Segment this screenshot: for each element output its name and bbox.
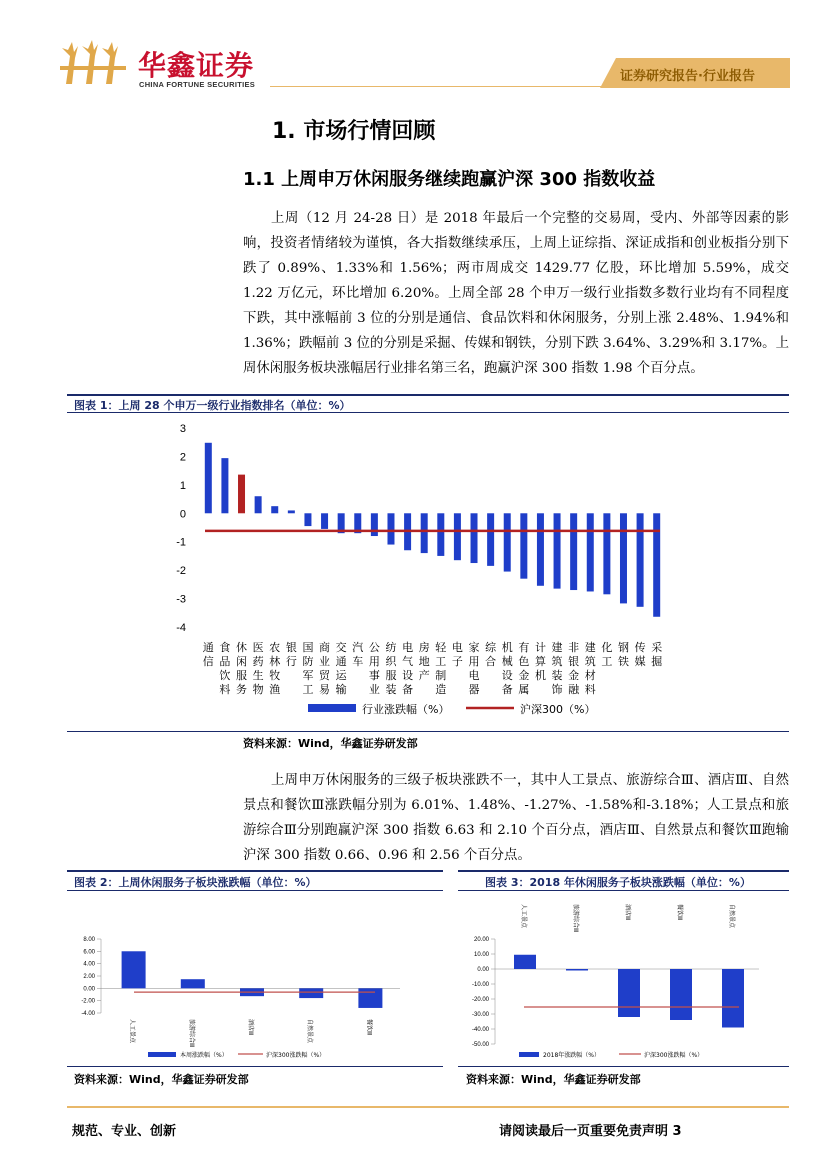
- fig2-y-tick-label: -4.00: [81, 1011, 95, 1017]
- fig2-category-label: 人工景点: [128, 1019, 136, 1044]
- fig1-category-label: 交: [335, 641, 347, 654]
- fig1-category-label: 金: [568, 669, 580, 682]
- fig2-source: 资料来源：Wind，华鑫证券研发部: [74, 1073, 249, 1086]
- fig2-top-rule: [67, 870, 443, 872]
- fig1-category-label: 机: [534, 669, 546, 682]
- fig1-category-label: 林: [269, 655, 281, 668]
- fig1-category-label: 医: [252, 641, 264, 654]
- fig1-category-label: 食: [219, 641, 231, 654]
- fig1-category-label: 输: [335, 683, 347, 696]
- fig3-category-label: 旅游综合Ⅲ: [572, 904, 579, 933]
- fig1-category-label: 器: [468, 683, 480, 696]
- fig1-category-label: 渔: [269, 683, 281, 696]
- fig1-category-label: 筑: [551, 655, 563, 668]
- fig3-top-rule: [458, 870, 789, 872]
- fig1-bar: [238, 475, 245, 514]
- fig1-category-label: 纺: [385, 641, 397, 654]
- fig1-category-label: 易: [319, 683, 331, 696]
- fig1-category-label: 饰: [551, 683, 563, 696]
- fig1-category-label: 备: [402, 683, 414, 696]
- fig2-y-tick-label: 8.00: [83, 937, 95, 943]
- fig1-category-label: 贸: [319, 669, 331, 682]
- fig1-chart: [150, 416, 690, 726]
- fig1-bar: [554, 513, 561, 588]
- fig1-category-label: 行: [285, 655, 297, 668]
- fig1-category-label: 子: [451, 655, 463, 668]
- fig1-category-label: 有: [518, 641, 530, 654]
- fig3-category-label: 人工景点: [520, 904, 527, 929]
- fig1-category-label: 备: [501, 683, 513, 696]
- fig1-category-label: 金: [518, 669, 530, 682]
- logo-text: 华鑫证券: [138, 49, 255, 82]
- fig1-category-label: 电: [468, 669, 480, 682]
- fig1-category-label: 造: [435, 683, 447, 696]
- fig1-category-label: 非: [568, 641, 580, 654]
- fig1-bar: [387, 513, 394, 544]
- fig2-legend-bar-label: 本周涨跌幅（%）: [180, 1052, 228, 1059]
- fig1-category-label: 事: [368, 669, 380, 682]
- fig3-title: 图表 3：2018 年休闲服务子板块涨跌幅（单位：%）: [485, 876, 751, 889]
- fig3-y-tick-label: -20.00: [471, 997, 489, 1003]
- fig3-bar: [670, 969, 692, 1020]
- fig2-chart: [68, 892, 442, 1064]
- fig1-legend-bar-label: 行业涨跌幅（%）: [362, 703, 450, 716]
- fig2-legend-bar-swatch: [148, 1052, 176, 1057]
- fig1-category-label: 机: [501, 641, 513, 654]
- fig2-y-tick-label: -2.00: [81, 998, 95, 1005]
- fig1-category-label: 计: [534, 641, 546, 654]
- fig1-bar: [321, 513, 328, 529]
- fig3-title-rule: [458, 890, 789, 891]
- fig1-category-label: 工: [601, 655, 613, 668]
- fig1-bar: [371, 513, 378, 536]
- fig3-category-label: 酒店Ⅲ: [624, 904, 631, 921]
- fig3-category-label: 餐饮Ⅲ: [676, 904, 683, 921]
- fig1-title: 图表 1：上周 28 个申万一级行业指数排名（单位：%）: [74, 399, 351, 412]
- fig1-category-label: 国: [302, 641, 314, 654]
- fig1-category-label: 闲: [236, 655, 248, 668]
- fig1-category-label: 装: [385, 683, 397, 696]
- fig1-category-label: 服: [236, 669, 248, 682]
- fig3-chart: [459, 892, 789, 1064]
- fig2-y-tick-label: 0.00: [83, 986, 95, 993]
- paragraph-subsector-review: 上周申万休闲服务的三级子板块涨跌不一，其中人工景点、旅游综合Ⅲ、酒店Ⅲ、自然景点和餐饮Ⅲ涨跌幅分别为 6.01%、1.48%、-1.27%、-1.58%和-3.18%；人工景点和旅游综合Ⅲ分别跑赢沪深 300 指数 6.63 和 2.10 个百分点，酒店Ⅲ、自然景点和餐饮Ⅲ跑输沪深 300 指数 0.66、0.96 和 2.56 个百分点。: [243, 773, 789, 863]
- fig3-bar: [722, 969, 744, 1028]
- fig1-y-tick-label: -1: [176, 536, 186, 549]
- subsection-title: 1.1 上周申万休闲服务继续跑赢沪深 300 指数收益: [243, 169, 656, 190]
- fig1-category-label: 农: [269, 641, 281, 654]
- fig1-category-label: 融: [568, 683, 580, 696]
- fig1-bar: [587, 513, 594, 591]
- fig1-bar: [487, 513, 494, 566]
- fig3-y-tick-label: -10.00: [471, 982, 489, 988]
- fig3-y-tick-label: 20.00: [473, 937, 489, 943]
- fig1-category-label: 综: [485, 641, 497, 654]
- fig2-legend-line-label: 沪深300涨跌幅（%）: [266, 1052, 326, 1059]
- logo-subtitle: CHINA FORTUNE SECURITIES: [139, 80, 256, 89]
- fig1-category-label: 银: [285, 641, 297, 654]
- fig1-category-label: 品: [219, 655, 231, 668]
- fig1-category-label: 化: [601, 641, 613, 654]
- fig1-category-label: 休: [236, 641, 248, 654]
- fig1-legend-bar-swatch: [308, 704, 356, 712]
- fig1-category-label: 防: [302, 655, 314, 668]
- fig1-category-label: 通: [335, 655, 347, 668]
- fig1-category-label: 械: [501, 655, 513, 668]
- fig3-source: 资料来源：Wind，华鑫证券研发部: [466, 1073, 641, 1086]
- fig1-bar: [520, 513, 527, 578]
- fig1-category-label: 气: [402, 655, 414, 668]
- fig1-category-label: 业: [319, 655, 331, 668]
- fig1-category-label: 运: [335, 669, 347, 682]
- fig1-category-label: 媒: [634, 655, 646, 668]
- fig1-bottom-rule: [67, 731, 789, 732]
- fig1-bar: [603, 513, 610, 594]
- fig1-y-tick-label: 0: [179, 508, 186, 521]
- header-tag: 证券研究报告·行业报告: [620, 69, 755, 84]
- fig2-y-tick-label: 2.00: [83, 974, 95, 980]
- fig2-bar: [299, 988, 323, 998]
- fig1-category-label: 材: [584, 669, 596, 682]
- fig1-category-label: 设: [501, 669, 513, 682]
- fig1-bar: [471, 513, 478, 563]
- fig1-top-rule: [67, 394, 789, 396]
- fig1-category-label: 银: [568, 655, 580, 668]
- fig1-category-label: 合: [485, 655, 497, 668]
- fig1-category-label: 车: [352, 655, 364, 668]
- fig1-category-label: 料: [584, 683, 596, 696]
- fig1-category-label: 电: [402, 641, 414, 654]
- fig3-y-tick-label: 0.00: [477, 967, 489, 973]
- fig1-bar: [255, 496, 262, 513]
- fig1-bar: [271, 506, 278, 513]
- fig1-category-label: 生: [252, 669, 264, 682]
- footer-rule: [67, 1106, 789, 1108]
- fig1-category-label: 钢: [617, 641, 629, 654]
- fig1-category-label: 务: [236, 683, 248, 696]
- fig1-bar: [221, 458, 228, 513]
- fig3-bar: [618, 969, 640, 1017]
- fig1-category-label: 家: [468, 641, 480, 654]
- fig1-category-label: 属: [518, 683, 530, 696]
- fig3-y-tick-label: 10.00: [473, 952, 489, 958]
- fig1-category-label: 铁: [617, 655, 629, 668]
- fig2-category-label: 酒店Ⅲ: [247, 1019, 254, 1036]
- fig1-category-label: 筑: [584, 655, 596, 668]
- fig3-category-label: 自然景点: [728, 904, 735, 929]
- fig1-category-label: 物: [252, 683, 264, 696]
- fig3-legend-bar-swatch: [519, 1052, 539, 1057]
- fig1-category-label: 建: [584, 641, 596, 654]
- fig1-category-label: 用: [468, 655, 480, 668]
- fig1-bar: [437, 513, 444, 556]
- fig1-category-label: 算: [534, 655, 546, 668]
- fig1-category-label: 通: [202, 641, 214, 654]
- fig2-title-rule: [67, 890, 443, 891]
- fig1-y-tick-label: 3: [179, 423, 186, 435]
- fig1-bar: [620, 513, 627, 603]
- fig1-category-label: 汽: [352, 641, 364, 654]
- fig1-category-label: 轻: [435, 641, 447, 654]
- header: [0, 0, 827, 100]
- section-title: 1. 市场行情回顾: [272, 119, 436, 144]
- fig1-y-tick-label: -2: [176, 565, 186, 578]
- fig1-category-label: 装: [551, 669, 563, 682]
- fig2-title: 图表 2：上周休闲服务子板块涨跌幅（单位：%）: [74, 876, 317, 889]
- fig1-bar: [504, 513, 511, 571]
- fig1-category-label: 建: [551, 641, 563, 654]
- fig1-category-label: 房: [418, 641, 430, 654]
- fig1-bar: [205, 443, 212, 514]
- fig1-category-label: 商: [319, 641, 331, 654]
- fig1-y-tick-label: 2: [179, 451, 186, 464]
- fig1-bar: [304, 513, 311, 526]
- fig2-category-label: 自然景点: [306, 1019, 314, 1044]
- fig1-category-label: 色: [518, 655, 530, 668]
- fig1-bar: [288, 510, 295, 513]
- fig3-bar: [566, 969, 588, 971]
- fig1-bar: [421, 513, 428, 553]
- fig1-bar: [570, 513, 577, 590]
- fig1-category-label: 用: [368, 655, 380, 668]
- fig2-bar: [358, 988, 382, 1008]
- fig1-title-rule: [67, 412, 789, 413]
- footer-disclaimer: 请阅读最后一页重要免责声明 3: [499, 1124, 682, 1139]
- paragraph-market-review: 上周（12 月 24-28 日）是 2018 年最后一个完整的交易周，受内、外部等因素的影响，投资者情绪较为谨慎，各大指数继续承压，上周上证综指、深证成指和创业板指分别下跌了 0.89%、1.33%和 1.56%；两市周成交 1429.77 亿股，环比增加 5.59%，成交 1.22 万亿元，环比增加 6.20%。上周全部 28 个申万一级行业指数多数行业均有不同程度下跌，其中涨幅前 3 位的分别是通信、食品饮料和休闲服务，分别上涨 2.48%、1.94%和 1.36%；跌幅前 3 位的分别是采掘、传媒和钢铁，分别下跌 3.64%、3.29%和 3.17%。上周休闲服务板块涨幅居行业排名第三名，跑赢沪深 300 指数 1.98 个百分点。: [243, 211, 789, 376]
- fig1-bar: [637, 513, 644, 607]
- fig1-y-tick-label: -4: [176, 622, 186, 634]
- fig1-category-label: 服: [385, 669, 397, 682]
- fig1-category-label: 信: [202, 655, 214, 668]
- fig1-bar: [454, 513, 461, 560]
- fig1-category-label: 业: [368, 683, 380, 696]
- fig1-category-label: 制: [435, 669, 447, 682]
- fig3-bar: [514, 955, 536, 969]
- fig1-category-label: 饮: [219, 669, 231, 682]
- fig1-category-label: 工: [435, 655, 447, 668]
- fig2-bar: [122, 951, 146, 988]
- logo-mark-icon: [58, 40, 130, 86]
- fig1-source: 资料来源：Wind，华鑫证券研发部: [243, 737, 418, 750]
- fig1-category-label: 工: [302, 683, 314, 696]
- fig3-y-tick-label: -40.00: [471, 1027, 489, 1033]
- fig1-y-tick-label: -3: [176, 593, 186, 606]
- fig1-category-label: 掘: [651, 655, 663, 668]
- fig3-legend-bar-label: 2018年涨跌幅（%）: [543, 1052, 600, 1059]
- fig2-category-label: 餐饮Ⅲ: [365, 1019, 373, 1036]
- fig1-category-label: 传: [634, 641, 646, 654]
- fig1-category-label: 织: [385, 655, 397, 668]
- fig1-category-label: 料: [219, 683, 231, 696]
- fig2-y-tick-label: 6.00: [83, 949, 95, 956]
- fig1-category-label: 地: [418, 655, 430, 668]
- fig2-y-tick-label: 4.00: [83, 961, 95, 968]
- fig1-category-label: 设: [402, 669, 414, 682]
- fig1-category-label: 采: [651, 641, 663, 654]
- fig1-category-label: 牧: [269, 669, 281, 682]
- fig1-category-label: 药: [252, 655, 264, 668]
- fig2-bar: [181, 979, 205, 988]
- footer-slogan: 规范、专业、创新: [72, 1124, 177, 1139]
- fig3-legend-line-label: 沪深300涨跌幅（%）: [644, 1052, 704, 1059]
- fig2-category-label: 旅游综合Ⅲ: [187, 1019, 195, 1048]
- fig1-category-label: 公: [368, 641, 380, 654]
- fig2-bottom-rule: [67, 1066, 443, 1067]
- fig1-category-label: 军: [302, 669, 314, 682]
- fig1-bar: [537, 513, 544, 585]
- fig3-y-tick-label: -50.00: [471, 1042, 489, 1048]
- fig3-y-tick-label: -30.00: [471, 1012, 489, 1018]
- fig1-bar: [653, 513, 660, 616]
- fig1-legend-line-label: 沪深300（%）: [520, 703, 596, 716]
- fig1-category-label: 产: [418, 669, 430, 682]
- fig3-bottom-rule: [458, 1066, 789, 1067]
- fig1-y-tick-label: 1: [179, 479, 186, 492]
- fig1-category-label: 电: [451, 641, 463, 654]
